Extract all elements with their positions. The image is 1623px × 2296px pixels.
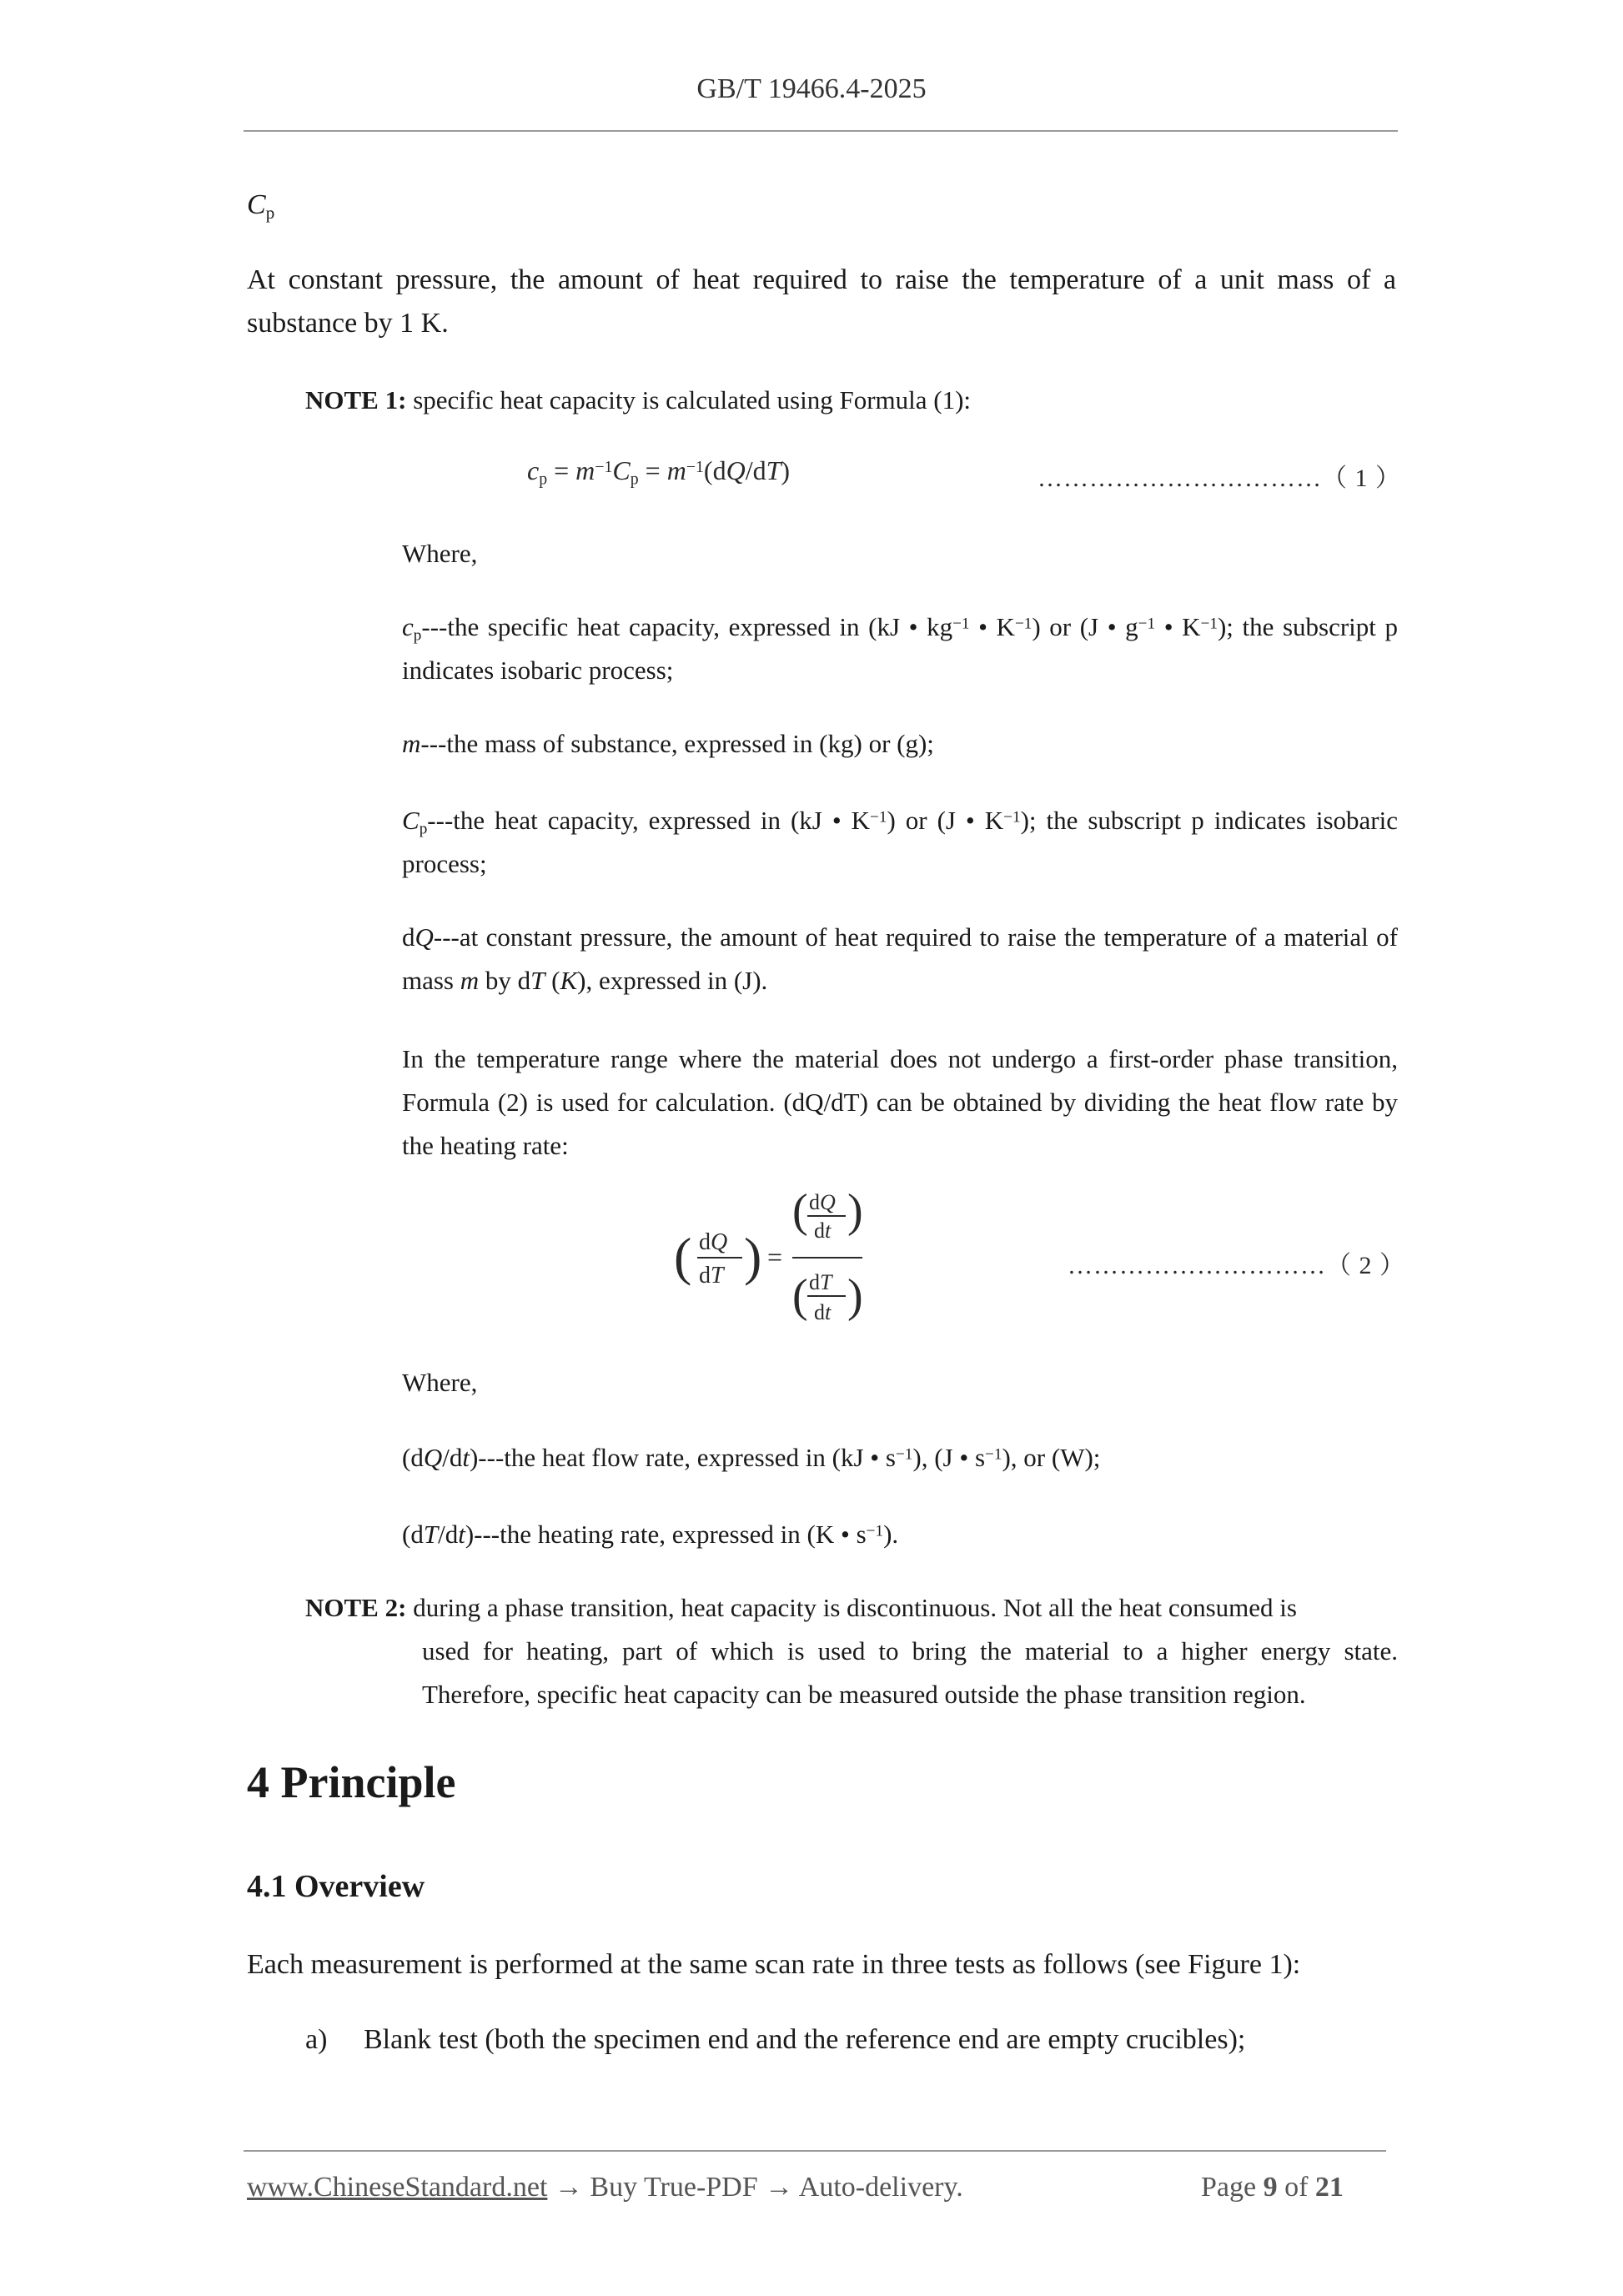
svg-text:(: (	[792, 1270, 808, 1322]
svg-text:dT: dT	[699, 1263, 724, 1289]
svg-text:(: (	[674, 1227, 692, 1286]
formula-1-number: ……………………………（ 1 ）	[1038, 465, 1401, 492]
svg-text:dT: dT	[809, 1270, 832, 1294]
arrow-icon: →	[765, 2172, 794, 2203]
def-heat-flow: (dQ/dt)---the heat flow rate, expressed in (kJ • $s^{-1}$), (J • $s^{-1}$), or (W);	[402, 1443, 1101, 1472]
svg-text:): )	[744, 1227, 762, 1286]
overview-paragraph: Each measurement is performed at the same scan rate in three tests as follows (see Figure 1):	[247, 1949, 1301, 1980]
list-item: Blank test (both the specimen end and the reference end are empty crucibles);	[364, 2024, 1246, 2055]
svg-text:dQ: dQ	[809, 1190, 836, 1214]
where-label-1: Where,	[402, 539, 478, 568]
header-rule	[244, 130, 1398, 132]
svg-text:dt: dt	[814, 1300, 832, 1324]
note2-label: NOTE 2:	[305, 1593, 407, 1622]
svg-text:dQ: dQ	[699, 1229, 728, 1255]
svg-text:): )	[847, 1270, 863, 1322]
note1-paragraph: In the temperature range where the material does not undergo a first-order phase transition, Formula (2) is used for calculation. (dQ/dT) can be obtained by dividing the heat flow rate by the heating rate:	[402, 1044, 1398, 1160]
current-page: 9	[1263, 2172, 1278, 2203]
section-4-heading: 4 Principle	[247, 1757, 456, 1807]
arrow-icon: →	[554, 2172, 583, 2203]
term-symbol: $C_p$	[247, 189, 275, 223]
svg-text:(: (	[792, 1185, 808, 1237]
term-definition: At constant pressure, the amount of heat required to raise the temperature of a unit mass of a substance by 1 K.	[247, 264, 1396, 339]
def-m: m---the mass of substance, expressed in (kg) or (g);	[402, 729, 934, 758]
def-Cp: $C_p--$-the heat capacity, expressed in (kJ • $K^{-1}$) or (J • $K^{-1}$); the subscript p indicates isobaric process;	[402, 806, 1399, 878]
note1-label: NOTE 1:	[305, 385, 407, 414]
site-link[interactable]: www.ChineseStandard.net	[247, 2172, 548, 2203]
def-heating-rate: (dT/dt)---the heating rate, expressed in (K • $s^{-1}$).	[402, 1520, 899, 1549]
note2-first-line: NOTE 2: during a phase transition, heat capacity is discontinuous. Not all the heat consumed is	[305, 1593, 1297, 1622]
page-indicator: Page 9 of 21	[1201, 2172, 1344, 2203]
footer-rule	[244, 2150, 1386, 2152]
doc-number-header: GB/T 19466.4-2025	[696, 73, 927, 104]
def-dQ: dQ---at constant pressure, the amount of heat required to raise the temperature of a material of mass m by dT (K), expressed in (J).	[402, 922, 1398, 995]
svg-text:=: =	[767, 1242, 783, 1272]
list-item-marker: a)	[305, 2024, 328, 2055]
def-cp: $c_p--$-the specific heat capacity, expressed in (kJ • $kg^{-1}$ • $K^{-1}$) or (J • $g^{-1}$ • $K^{-1}$); the subscript p indicates isobaric process;	[402, 612, 1398, 685]
footer-left: www.ChineseStandard.net → Buy True-PDF → Auto-delivery.	[247, 2172, 963, 2203]
formula-2	[674, 1184, 891, 1334]
formula-1: $c_p = m^{-1}C_p = m^{-1}(dQ/dT)$	[527, 455, 791, 489]
note2-continuation: used for heating, part of which is used to bring the material to a higher energy state. Therefore, specific heat capacity can be measured outside the phase transition region.	[422, 1636, 1398, 1709]
formula-2-number: …………………………（ 2 ）	[1068, 1252, 1405, 1279]
section-4-1-heading: 4.1 Overview	[247, 1869, 425, 1904]
where-label-2: Where,	[402, 1368, 478, 1397]
total-pages: 21	[1314, 2172, 1344, 2203]
svg-text:dt: dt	[814, 1218, 832, 1243]
svg-text:): )	[847, 1185, 863, 1237]
note1-line: NOTE 1: specific heat capacity is calculated using Formula (1):	[305, 385, 972, 414]
